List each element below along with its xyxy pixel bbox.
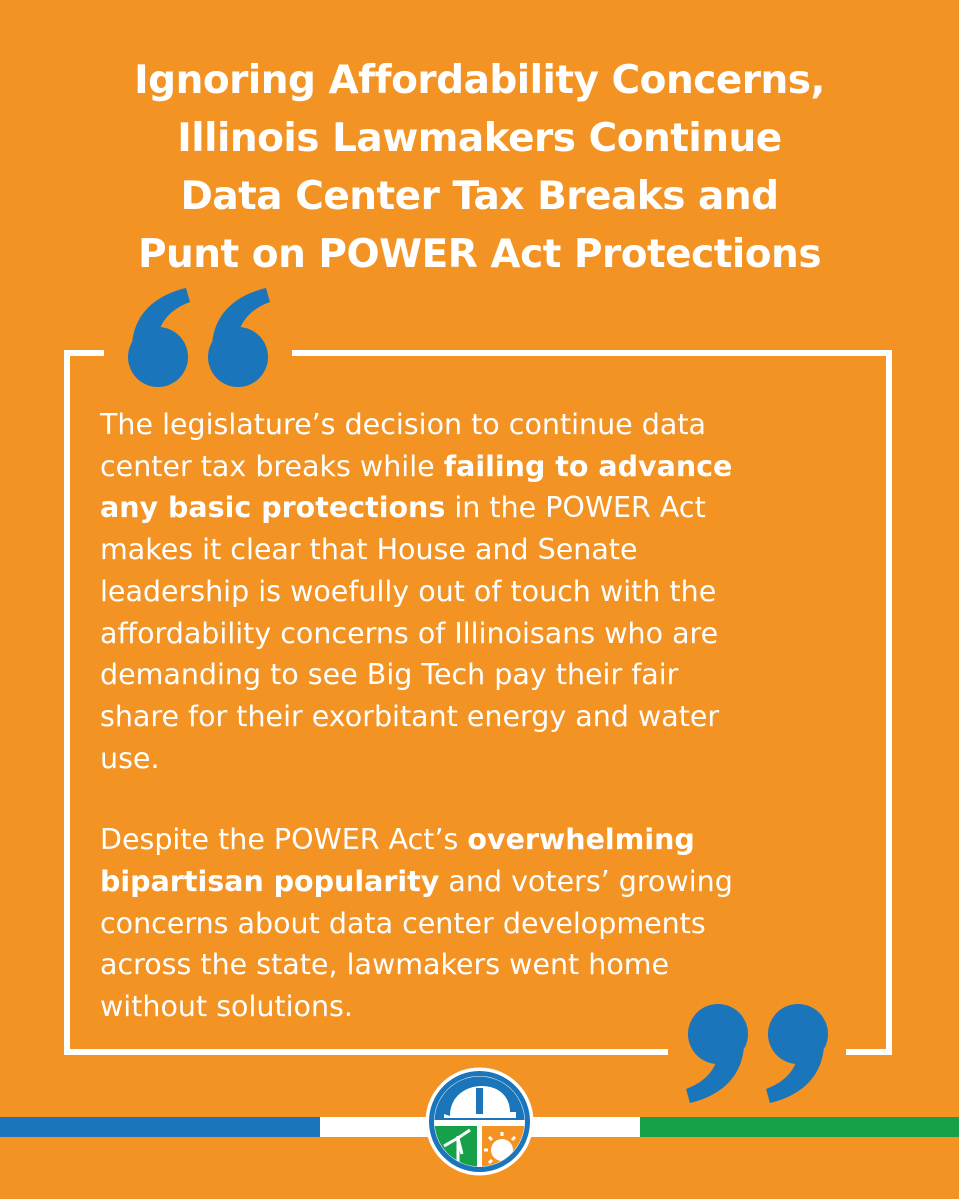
quote-line (100, 529, 860, 571)
emphasis-text: failing to advance (443, 449, 733, 483)
text-run: concerns about data center developments (100, 906, 706, 940)
emphasis-text: any basic protections (100, 491, 446, 525)
quote-line (100, 738, 860, 780)
quote-line (100, 819, 860, 861)
footer-stripe-green (640, 1117, 959, 1137)
text-run: in the POWER Act (445, 491, 706, 525)
emphasis-text: bipartisan popularity (100, 865, 440, 899)
paragraph-spacer (100, 779, 860, 819)
text-run: demanding to see Big Tech pay their fair (100, 658, 679, 692)
text-run: makes it clear that House and Senate (100, 533, 638, 567)
open-quote-icon (118, 288, 280, 396)
headline-line-4: Punt on POWER Act Protections (137, 232, 822, 277)
quote-line (100, 446, 860, 488)
headline-line-3: Data Center Tax Breaks and (180, 174, 779, 219)
text-run: Despite the POWER Act’s (100, 823, 468, 857)
quote-paragraph-1 (100, 404, 860, 779)
text-run: share for their exorbitant energy and water (100, 699, 720, 733)
quote-line (100, 696, 860, 738)
quote-line (100, 404, 860, 446)
quote-line (100, 654, 860, 696)
text-run: leadership is woefully out of touch with the (100, 574, 717, 608)
quote-line (100, 613, 860, 655)
quote-line (100, 861, 860, 903)
quote-line (100, 944, 860, 986)
quote-line (100, 487, 860, 529)
text-run: use. (100, 741, 160, 775)
hardhat-wind-sun-logo-icon (424, 1066, 535, 1177)
text-run: affordability concerns of Illinoisans who are (100, 616, 719, 650)
quote-body (100, 404, 860, 1028)
text-run: The legislature’s decision to continue data (100, 408, 706, 441)
quote-line (100, 571, 860, 613)
text-run: and voters’ growing (439, 865, 733, 899)
quote-line (100, 903, 860, 945)
text-run: without solutions. (100, 990, 353, 1024)
emphasis-text: overwhelming (467, 823, 695, 857)
text-run: center tax breaks while (100, 449, 444, 483)
text-run: across the state, lawmakers went home (100, 948, 670, 982)
footer-stripe-blue (0, 1117, 320, 1137)
headline-line-1: Ignoring Affordability Concerns, (134, 58, 825, 103)
quote-paragraph-2 (100, 819, 860, 1028)
headline-line-2: Illinois Lawmakers Continue (177, 116, 782, 161)
headline (40, 52, 919, 284)
quote-line (100, 986, 860, 1028)
